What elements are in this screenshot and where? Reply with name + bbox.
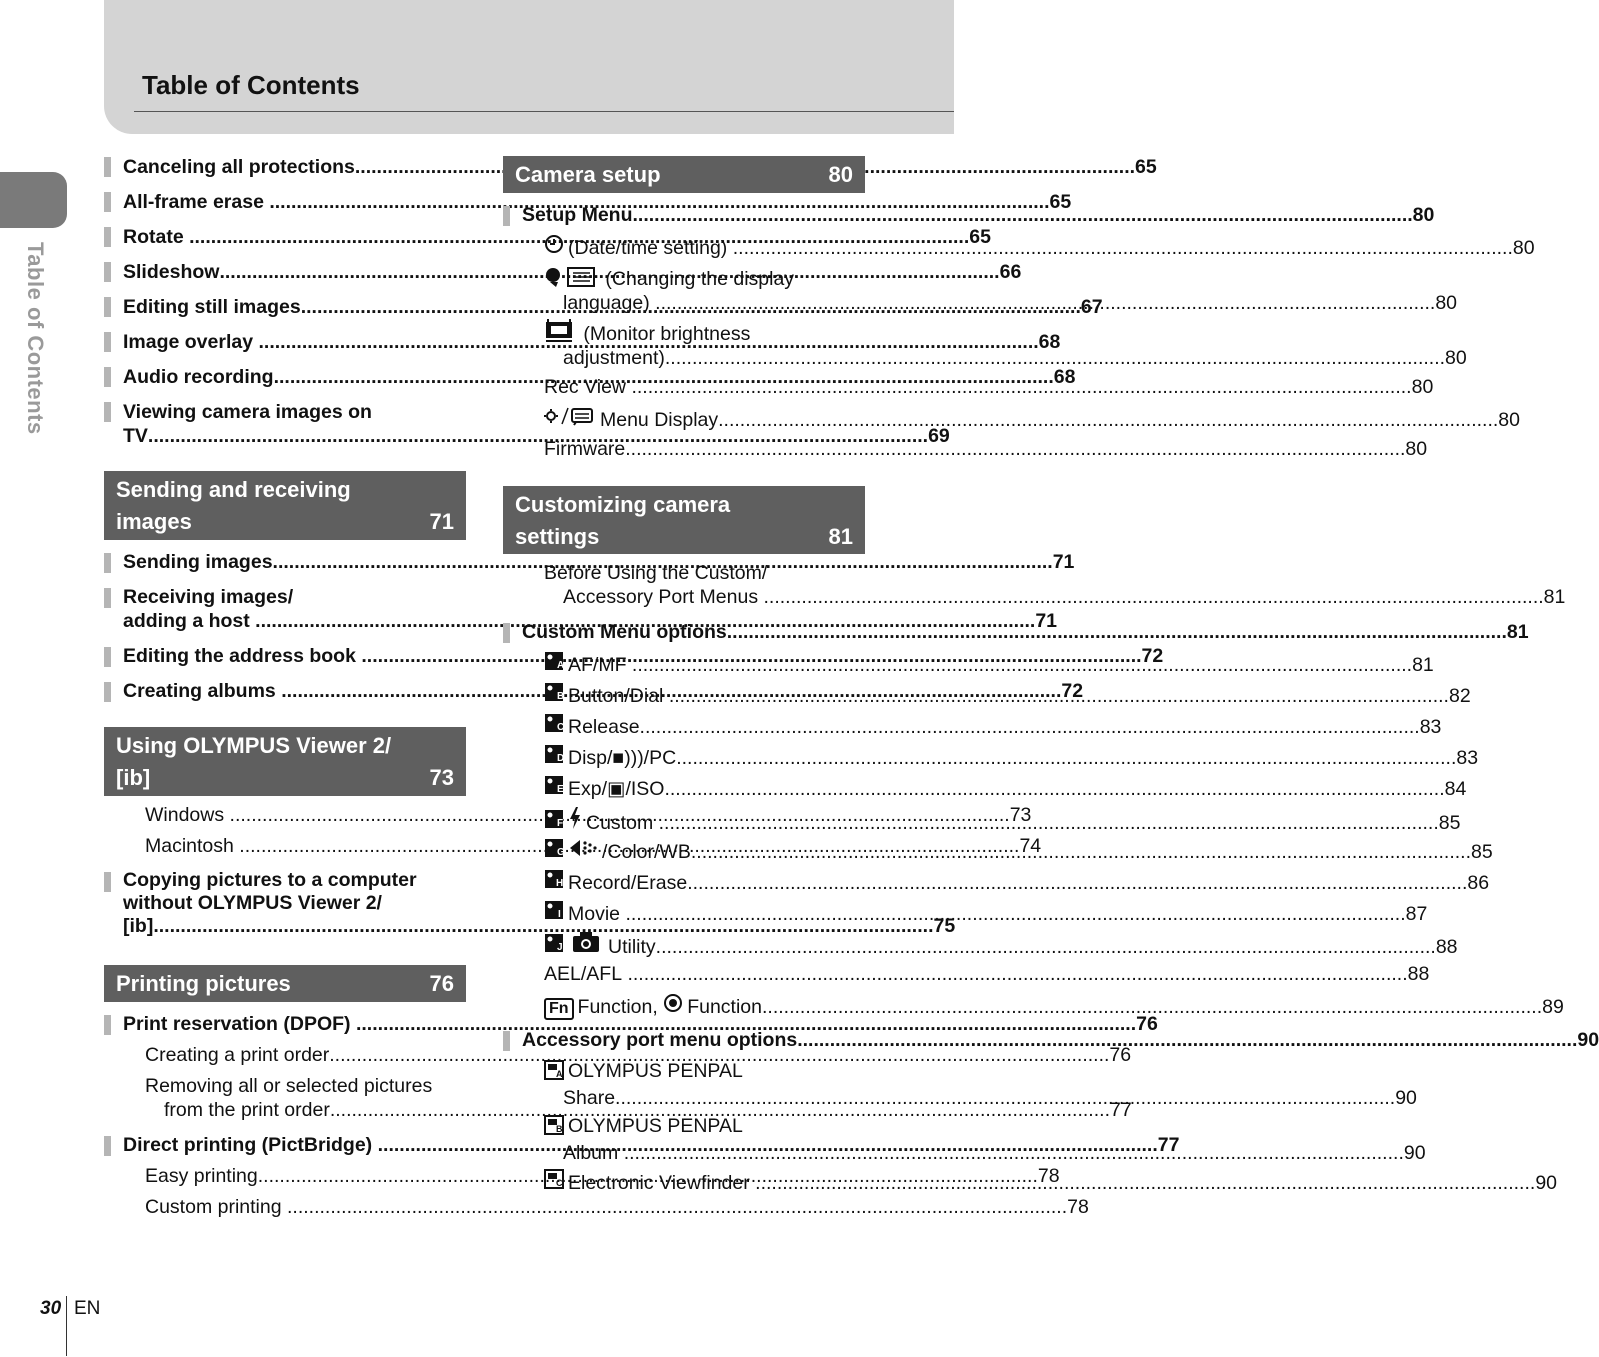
entry-page: 77 (1157, 1134, 1180, 1156)
entry-page: 80 (1405, 438, 1428, 460)
svg-text:B: B (556, 1124, 563, 1134)
custom-menu-f-icon (544, 809, 564, 835)
custom-menu-c-icon (544, 713, 564, 739)
entry-page: 78 (1037, 1165, 1060, 1187)
entry-label: AEL/AFL (544, 963, 623, 985)
entry-page: 76 (1109, 1044, 1132, 1066)
entry-page: 80 (1412, 204, 1435, 226)
entry-label: /Color/WB (602, 841, 691, 863)
svg-text:A: A (557, 660, 565, 671)
entry-label-line1: Before Using the Custom/ (544, 562, 768, 584)
svg-text:H: H (556, 878, 564, 889)
bullet-bar (104, 588, 111, 608)
entry-label: Image overlay (123, 331, 254, 353)
entry-label: Album (563, 1142, 619, 1164)
entry-page: 68 (1038, 331, 1061, 353)
custom-menu-j-icon (544, 933, 564, 959)
entry-label: from the print order (164, 1099, 330, 1121)
bullet-bar (104, 682, 111, 702)
svg-text:I: I (558, 909, 561, 920)
entry-page: 80 (1445, 347, 1467, 369)
entry-label-line2: without OLYMPUS Viewer 2/ (123, 892, 382, 914)
image-quality-icon (568, 838, 598, 858)
bullet-bar (104, 227, 111, 247)
fn-button-icon: Fn (544, 998, 574, 1020)
record-button-icon (663, 993, 683, 1013)
clock-icon (544, 234, 564, 254)
entry-label-line1: OLYMPUS PENPAL (568, 1115, 743, 1137)
bullet-bar (104, 402, 111, 422)
toc-entry-record-erase[interactable] (544, 869, 1490, 895)
entry-label: Setup Menu (522, 204, 633, 226)
entry-page: 88 (1435, 936, 1458, 958)
page-header (104, 0, 954, 134)
entry-label: Firmware (544, 438, 626, 460)
custom-menu-h-icon (544, 869, 564, 895)
toc-entry-accessory-port-options[interactable] (522, 1028, 1599, 1052)
bullet-bar (503, 623, 510, 643)
toc-entry-function[interactable] (544, 993, 1564, 1020)
entry-label: adjustment) (563, 347, 665, 369)
entry-label: Creating a print order (145, 1044, 330, 1066)
entry-label: adding a host (123, 610, 250, 632)
entry-page: 87 (1405, 903, 1428, 925)
entry-label: Audio recording (123, 366, 274, 388)
section-page: 76 (429, 971, 454, 996)
custom-menu-a-icon (544, 651, 564, 677)
entry-label: Rotate (123, 226, 184, 248)
language-code: EN (74, 1298, 101, 1319)
entry-label: Easy printing (145, 1165, 258, 1187)
entry-page: 72 (1061, 680, 1084, 702)
entry-label-line1: OLYMPUS PENPAL (568, 1060, 743, 1082)
section-printing-pictures[interactable] (104, 965, 466, 1002)
entry-page: 89 (1542, 996, 1564, 1018)
accessory-menu-c-icon (544, 1169, 564, 1195)
accessory-menu-a-icon (544, 1060, 564, 1086)
bullet-bar (104, 647, 111, 667)
entry-page: 74 (1019, 835, 1042, 857)
svg-text:G: G (557, 847, 565, 858)
custom-menu-e-icon (544, 775, 564, 801)
section-title-line2: images (116, 509, 192, 534)
section-page: 81 (828, 524, 853, 549)
bullet-bar (104, 332, 111, 352)
entry-page: 65 (1049, 191, 1072, 213)
entry-page: 71 (1052, 551, 1075, 573)
entry-page: 85 (1438, 812, 1461, 834)
side-tab (0, 172, 67, 228)
entry-label: Custom Menu options (522, 621, 727, 643)
svg-text:A: A (556, 1069, 563, 1079)
entry-label: Accessory Port Menus (563, 586, 759, 608)
entry-label: Slideshow (123, 261, 220, 283)
language-icon (544, 266, 596, 288)
entry-page: 86 (1467, 872, 1490, 894)
entry-label: Electronic Viewfinder (568, 1172, 750, 1194)
entry-page: 90 (1535, 1172, 1558, 1194)
entry-page: 71 (1035, 610, 1058, 632)
entry-label: language) (563, 292, 650, 314)
custom-playback-menu-icon (544, 406, 596, 426)
entry-label: Editing still images (123, 296, 301, 318)
entry-label: Utility (608, 936, 656, 958)
entry-label: Movie (568, 903, 621, 925)
svg-text:C: C (556, 1178, 563, 1188)
entry-label-line1: (Changing the display (605, 268, 795, 290)
section-title-line1: Sending and receiving (116, 477, 351, 502)
entry-label: Custom (586, 812, 654, 834)
svg-text:E: E (557, 784, 564, 795)
entry-page: 81 (1543, 586, 1566, 608)
toc-entry-ael-afl[interactable] (544, 962, 1430, 986)
entry-label: Direct printing (PictBridge) (123, 1134, 373, 1156)
bullet-bar (104, 553, 111, 573)
svg-text:D: D (557, 753, 565, 764)
page-title: Table of Contents (142, 70, 360, 100)
entry-page: 67 (1080, 296, 1103, 318)
bullet-bar (104, 367, 111, 387)
entry-label-line1: (Monitor brightness (583, 323, 751, 345)
monitor-brightness-icon (544, 321, 574, 343)
entry-page: 81 (1412, 654, 1434, 676)
toc-entry-release[interactable] (544, 713, 1442, 739)
accessory-menu-b-icon (544, 1115, 564, 1141)
entry-page: 73 (1009, 804, 1032, 826)
entry-label-line1: Removing all or selected pictures (145, 1075, 433, 1097)
entry-label: Windows (145, 804, 225, 826)
entry-page: 90 (1577, 1029, 1599, 1051)
toc-entry-firmware[interactable] (544, 437, 1428, 461)
section-page: 71 (429, 509, 454, 534)
section-title-line2: settings (515, 524, 600, 549)
entry-label: Share (563, 1087, 616, 1109)
custom-menu-i-icon (544, 900, 564, 926)
bullet-bar (503, 206, 510, 226)
entry-label: All-frame erase (123, 191, 264, 213)
entry-page: 81 (1506, 621, 1529, 643)
entry-page: 66 (999, 261, 1022, 283)
toc-entry-setup-menu[interactable] (522, 203, 1435, 227)
entry-label: [ib] (123, 915, 154, 937)
entry-page: 68 (1053, 366, 1076, 388)
entry-label: Button/Dial (568, 685, 664, 707)
section-customizing-camera[interactable] (503, 486, 865, 554)
custom-menu-b-icon (544, 682, 564, 708)
section-olympus-viewer[interactable] (104, 727, 466, 796)
bullet-bar (104, 192, 111, 212)
entry-label-line1: Copying pictures to a computer (123, 869, 417, 891)
entry-page: 78 (1067, 1196, 1089, 1218)
entry-label: (Date/time setting) (568, 237, 728, 259)
entry-page: 90 (1395, 1087, 1417, 1109)
entry-label: Creating albums (123, 680, 276, 702)
toc-entry-print-reservation[interactable] (123, 1012, 1158, 1036)
entry-label-line1: Viewing camera images on (123, 401, 372, 423)
entry-page: 82 (1448, 685, 1471, 707)
custom-menu-g-icon (544, 838, 564, 864)
entry-page: 80 (1512, 237, 1535, 259)
entry-label: Record/Erase (568, 872, 688, 894)
entry-page: 76 (1136, 1013, 1158, 1035)
svg-text:B: B (557, 691, 565, 702)
section-title-line1: Customizing camera (515, 492, 731, 517)
entry-label: Release (568, 716, 640, 738)
entry-page: 84 (1444, 778, 1467, 800)
section-title-line1: Using OLYMPUS Viewer 2/ (116, 733, 392, 758)
flash-icon (568, 807, 582, 829)
svg-text:C: C (557, 722, 565, 733)
entry-page: 83 (1456, 747, 1479, 769)
entry-label: Rec View (544, 376, 627, 398)
bullet-bar (104, 157, 111, 177)
bullet-bar (104, 1136, 111, 1156)
entry-label: Macintosh (145, 835, 234, 857)
toc-entry-all-frame-erase[interactable] (123, 190, 1072, 214)
svg-text:F: F (557, 818, 564, 829)
entry-label: TV (123, 425, 148, 447)
entry-page: 80 (1435, 292, 1458, 314)
entry-label-line1: Receiving images/ (123, 586, 294, 608)
bullet-bar (104, 1015, 111, 1035)
entry-label: Function, (577, 996, 658, 1018)
entry-label-2: Function (687, 996, 762, 1018)
entry-label: Sending images (123, 551, 273, 573)
toc-entry-creating-print-order[interactable] (145, 1043, 1132, 1067)
entry-label: Disp/■)))/PC (568, 747, 677, 769)
entry-page: 80 (1498, 409, 1520, 431)
entry-page: 72 (1141, 645, 1164, 667)
bullet-bar (503, 1031, 510, 1051)
bullet-bar (104, 262, 111, 282)
entry-label: Canceling all protections (123, 156, 355, 178)
section-camera-setup[interactable] (503, 156, 865, 193)
toc-entry-custom-printing[interactable] (145, 1195, 1089, 1219)
custom-menu-d-icon (544, 744, 564, 770)
entry-page: 65 (1135, 156, 1157, 178)
entry-label: Menu Display (600, 409, 719, 431)
bullet-bar (104, 872, 111, 892)
section-page: 73 (429, 765, 454, 790)
section-title-line2: [ib] (116, 765, 151, 790)
section-sending-receiving[interactable] (104, 471, 466, 540)
entry-page: 80 (1411, 376, 1434, 398)
entry-label: Print reservation (DPOF) (123, 1013, 351, 1035)
toc-entry-utility[interactable] (544, 931, 1458, 959)
entry-page: 75 (933, 915, 956, 937)
side-tab-label: Table of Contents (23, 242, 48, 435)
entry-label: Exp/▣/ISO (568, 778, 665, 800)
toc-entry-menu-display[interactable] (544, 406, 1520, 432)
entry-label: Accessory port menu options (522, 1029, 798, 1051)
entry-page: 85 (1471, 841, 1493, 863)
section-title-line1: Camera setup (515, 162, 661, 187)
entry-page: 69 (928, 425, 950, 447)
header-rule (134, 111, 954, 112)
entry-page: 90 (1403, 1142, 1426, 1164)
entry-page: 65 (969, 226, 991, 248)
entry-label: AF/MF (568, 654, 627, 676)
toc-entry-disp-pc[interactable] (544, 744, 1479, 770)
section-title-line1: Printing pictures (116, 971, 291, 996)
entry-label: Editing the address book (123, 645, 356, 667)
camera-icon (572, 931, 600, 953)
page-number: 30 (40, 1298, 62, 1319)
entry-page: 83 (1419, 716, 1442, 738)
entry-label: Custom printing (145, 1196, 282, 1218)
svg-text:J: J (557, 942, 563, 953)
toc-entry-exp-iso[interactable] (544, 775, 1467, 801)
entry-page: 77 (1109, 1099, 1132, 1121)
footer-divider (66, 1296, 67, 1356)
section-page: 80 (828, 162, 853, 187)
entry-page: 88 (1407, 963, 1430, 985)
bullet-bar (104, 297, 111, 317)
